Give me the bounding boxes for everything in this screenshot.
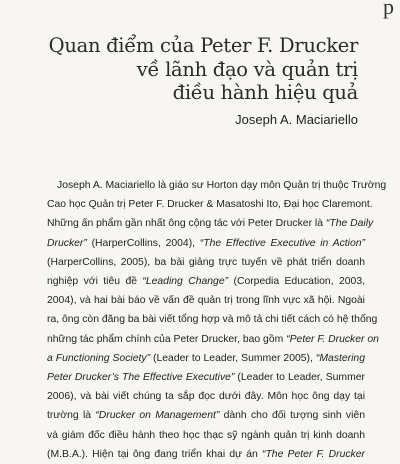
- chapter-corner-mark: p: [383, 0, 394, 19]
- body-line: Drucker” (HarperCollins, 2004), “The Effective Executive in Action”: [47, 237, 365, 249]
- body-line: Peter Drucker’s The Effective Executive” (Leader to Leader, Summer: [47, 372, 365, 384]
- body-line: và giám đốc điều hành theo học thạc sỹ ngành quản trị kinh doanh: [47, 429, 365, 441]
- title-line-1: Quan điểm của Peter F. Drucker: [48, 34, 358, 57]
- body-line: Những ấn phẩm gần nhất ông cộng tác với Peter Drucker là “The Daily: [47, 218, 374, 230]
- body-line: 2006), và bài viết chúng ta sắp đọc dưới đây. Môn học ông dạy tại: [47, 391, 365, 403]
- body-line: a Functioning Society” (Leader to Leader, Summer 2005), “Mastering: [47, 352, 365, 364]
- body-line: 2004), và hai bài báo về vấn đề quản trị trong lĩnh vực xã hội. Ngoài: [47, 295, 365, 307]
- body-line: Joseph A. Maciariello là giáo sư Horton dạy môn Quản trị thuộc Trường: [57, 180, 387, 191]
- body-line: (HarperCollins, 2005), ba bài giảng trực tuyến về phát triển doanh: [47, 256, 365, 268]
- body-line: Cao học Quản trị Peter F. Drucker & Masatoshi Ito, Đại học Claremont.: [47, 199, 373, 211]
- body-line: ra, ông còn đăng ba bài viết tổng hợp và mô tả chi tiết cách có hệ thống: [47, 314, 378, 326]
- author-bio-paragraph: [47, 176, 387, 464]
- body-line: những tác phẩm chính của Peter Drucker, bao gồm “Peter F. Drucker on: [47, 333, 379, 345]
- body-line: nghiệp với tiêu đề “Leading Change” (Corpedia Education, 2003,: [47, 276, 365, 288]
- author-name: Joseph A. Maciariello: [235, 112, 358, 127]
- title-line-3: điều hành hiệu quả: [172, 81, 358, 104]
- body-line: trường là “Drucker on Management” dành cho đối tượng sinh viên: [47, 410, 365, 422]
- chapter-title: [49, 34, 358, 105]
- title-line-2: về lãnh đạo và quản trị: [136, 57, 358, 81]
- body-line: (M.B.A.). Hiện tại ông đang triển khai dự án “The Peter F. Drucker: [47, 448, 365, 460]
